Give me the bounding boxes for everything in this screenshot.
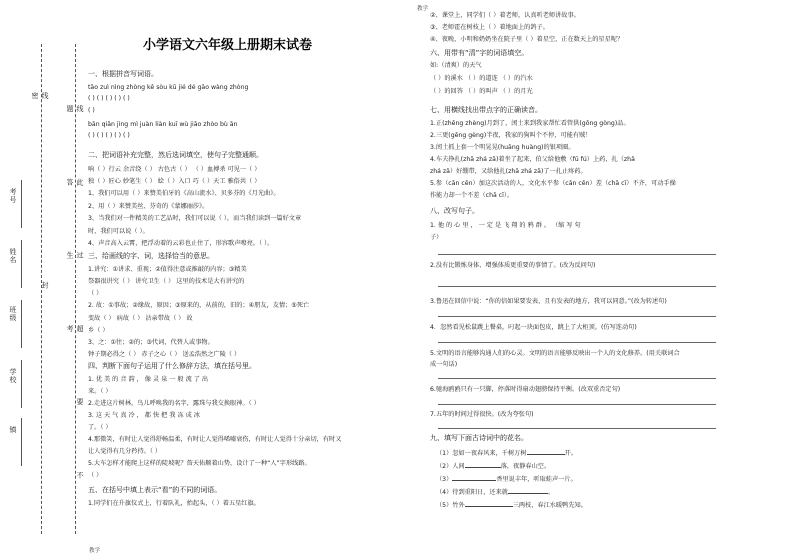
poem-line-5-start: （5）竹外 (436, 502, 465, 509)
rhetoric-1b[interactable]: 来。（ ） (88, 388, 112, 395)
rhetoric-3: 3. 这 天 气 真 冷 ， 都 快 把 我 冻 成 冰 (88, 412, 200, 419)
poem-line-5 (436, 500, 587, 510)
fill-line-name[interactable] (21, 240, 22, 288)
reading-5[interactable]: 5.参（cān cēn）加这次活动的人，文化水平参（cān cēn）差（chā cī）不齐，可动手操 (430, 180, 676, 187)
reading-4[interactable]: 4.车夫挣扎(zhā zhá zā)着坐了起来，伯父给他敷（fū fú）上药，扎（zhā (430, 156, 635, 163)
meaning-2-items[interactable]: 变故（ ） 病故（ ） 沾亲带故（ ） 故 (88, 315, 193, 322)
idiom-row-1[interactable]: 响（ ）行云 余音绕（ ） 古色古（ ） （ ）血搏杀 可见一（ ） (88, 166, 261, 173)
rewrite-3: 3.鲁迅在回信中说：“你的信如果要发表，且有发表的地方，我可以同意。”(改为转述句) (430, 298, 667, 305)
poem-line-1-start: （1）忽如一夜春风来，千树万树 (436, 450, 527, 457)
fill-line-school[interactable] (21, 360, 22, 408)
poem-line-2 (436, 461, 550, 471)
reading-4b[interactable]: zhá zā）好绷带，又给他扎(zhā zhá zā)了一扎止疼药。 (430, 168, 587, 175)
blank-4[interactable] (508, 487, 548, 494)
qing-example: 如:（清爽）的天气 (430, 62, 482, 69)
look-word-2[interactable]: ②、课堂上，同学们（ ）着老师，认真听老师讲故事。 (430, 12, 580, 19)
answer-line-5[interactable] (438, 378, 716, 379)
reading-1[interactable]: 1.正(zhēng zhèng)月到了，闰土来到我家帮忙看管供(gōng gòng)品。 (430, 120, 630, 127)
rhetoric-2[interactable]: 2.走进这片树林，鸟儿呼唤我的名字，露珠与我交换眼神。（ ） (88, 400, 260, 407)
rewrite-5: 5.文明的语言能够沟通人们的心灵。文明的语言能够反映出一个人的文化修养。(用关联词合 (430, 350, 680, 357)
rewrite-6: 6.驰海鸥鸥只有一只脚，停落时得扇动翅膀保持平衡。(改双重否定句) (430, 386, 621, 393)
rhetoric-4: 4.那微笑，有时让人觉得舒畅温柔，有时让人觉得唏嘘衰伤，有时让人觉得十分亲切，有时又 (88, 436, 342, 443)
section-4-title: 四、判断下面句子运用了什么修辞方法，填在括号里。 (88, 362, 256, 370)
header-mark: 教学 (417, 6, 429, 12)
rhetoric-3b[interactable]: 了。（ ） (88, 424, 112, 431)
fill-sentence-2[interactable]: 2、用（ ）来赞美丝、芬奇的《蒙娜丽莎》。 (88, 203, 209, 210)
answer-brackets-row-1[interactable]: ( ) ( ) ( ) ( ) ( ) (88, 95, 130, 102)
poem-line-3-end: 香里说丰年，听取蛙声一片。 (496, 476, 577, 483)
answer-line-4[interactable] (438, 342, 716, 343)
rewrite-5b: 成一句话) (430, 361, 458, 368)
poem-line-3 (436, 474, 577, 484)
poem-line-1-end: 开。 (564, 450, 577, 457)
answer-line-6[interactable] (438, 404, 716, 405)
answer-line-7[interactable] (438, 428, 716, 429)
poem-line-4-start: （4）待到重阳日，还来就 (436, 489, 508, 496)
poem-line-1 (436, 448, 577, 458)
poem-line-3-start: （3） (436, 476, 453, 483)
page-title: 小学语文六年级上册期末试卷 (143, 38, 313, 53)
rhetoric-5: 5.大车怎样才能爬上这样的陡坡呢？詹天佑顺着山势，设计了一种“人”字形线路。 (88, 460, 311, 467)
poem-line-5-end: 三两枝，春江水暖鸭先知。 (512, 502, 587, 509)
qing-row-1[interactable]: （ ）的溪水 （ ）的道连 （ ）的汽水 (430, 75, 533, 82)
section-7-title: 七、用横线找出带点字的正确读音。 (430, 106, 542, 114)
look-word-3[interactable]: ③、老师霍在树枝上（ ）着地面上的鸽子。 (430, 24, 549, 31)
rewrite-2: 2.没有比锻炼身体、增强体质更重要的事情了。(改为反问句) (430, 262, 596, 269)
look-word-1[interactable]: 1.同学们在升旗仪式上，行着队礼，抬起头，（ ）着五星红旗。 (88, 500, 260, 507)
reading-5b[interactable]: 作能力却一个不差（chā cī）。 (430, 192, 514, 199)
binding-warning-chars: 线 此 过 超 要 不 题 答 生 考 (66, 105, 84, 511)
answer-line-2[interactable] (438, 286, 716, 287)
fill-sentence-3[interactable]: 3、当我们对一件精美的工艺品时，我们可以说（ ），而当我们读到一篇好文章 (88, 215, 302, 222)
rewrite-1: 1. 他 的 心 里 ， 一 定 是 飞 翔 的 鸦 群 。 （缩 写 句 (430, 222, 581, 229)
footer-mark: 教学 (89, 548, 101, 554)
rewrite-1b: 子） (430, 234, 443, 241)
section-3-title: 三、给画线的字、词，选择恰当的意思。 (88, 252, 214, 260)
idiom-row-2[interactable]: 独（ ）匠心 妙笔生（ ） 絵（ ）入口 巧（ ）天工 雅俗共（ ） (88, 178, 261, 185)
meaning-1-items-b[interactable]: （ ） (88, 290, 103, 297)
rhetoric-5b[interactable]: （ ） (88, 472, 103, 479)
blank-3[interactable] (452, 474, 496, 481)
poem-line-2-end: 落，夜静春山空。 (500, 463, 551, 470)
section-8-title: 八、改写句子。 (430, 207, 479, 215)
answer-line-1[interactable] (438, 254, 716, 255)
rewrite-4: 4．忽然看见松鼠跳上餐桌，叼起一块面包皮，跳上了大柜顶。(仿写连动句) (430, 324, 637, 331)
answer-brackets-row-1b[interactable]: ( ) (88, 107, 95, 114)
section-1-title: 一、根据拼音写词语。 (88, 70, 158, 78)
rhetoric-4b[interactable]: 让人觉得有几分矜持。（ ） (88, 448, 162, 455)
meaning-2-options: 2. 故：①事故；②缘故，原因；③原来的，从前的，旧的；④朋友，友情；⑤死亡 (88, 302, 310, 309)
answer-line-3[interactable] (438, 316, 716, 317)
reading-2[interactable]: 2.三更(gēng gèng)半夜，我家的狗叫个不停，可能有贼！ (430, 132, 592, 139)
pinyin-row-2: bān qiān jìng mì juàn liàn kuī wù jiāo zhòo bù ān (88, 121, 238, 128)
blank-5[interactable] (465, 500, 513, 507)
binding-seal-chars: 线 封 密 (31, 92, 49, 379)
label-school: 学校 (9, 368, 17, 384)
meaning-3-items[interactable]: 钟子期必得之（ ） 赤子之心（ ） 送孟浩然之广陵（ ） (88, 351, 241, 358)
poem-line-4 (436, 487, 554, 497)
answer-brackets-row-2[interactable]: ( ) ( ) ( ) ( ) ( ) (88, 132, 130, 139)
section-2-title: 二、把词语补充完整，然后选词填空，使句子完整通顺。 (88, 151, 263, 159)
fill-sentence-3b[interactable]: 时，我们可以说（ ）。 (88, 228, 149, 235)
fill-line-town[interactable] (21, 418, 22, 466)
poem-line-4-end: 。 (548, 489, 555, 496)
label-name: 姓名 (9, 248, 17, 264)
meaning-2-items-b[interactable]: 乡（ ） (88, 327, 109, 334)
pinyin-row-1: tāo zuì nìng zhòng kě sòu kū jié dé gāo wàng zhòng (88, 84, 249, 91)
meaning-3-options: 3、之：①往；②的；③代词，代替人或事物。 (88, 339, 214, 346)
section-9-title: 九、填写下面古诗词中的花名。 (430, 434, 528, 442)
rewrite-7: 7.五年的时间过得很快。(改为夸张句) (430, 411, 534, 418)
fill-sentence-4[interactable]: 4、声音高入云霄，把浮动着的云彩也止住了，形容歌声嘹亮。（ ）。 (88, 240, 274, 247)
label-exam-number: 考号 (9, 188, 17, 204)
meaning-1-items[interactable]: 祭器很讲究（ ） 讲究卫生（ ） 这里的技术是大有讲究的 (88, 278, 245, 285)
section-6-title: 六、用带有“清”字的词语填空。 (430, 49, 529, 57)
fill-line-exam-number[interactable] (21, 180, 22, 228)
blank-2[interactable] (465, 461, 501, 468)
meaning-1-options: 1.讲究：①讲求、重视；②值得注意或推敲的内容；③精美 (88, 266, 247, 273)
reading-3[interactable]: 3.闰土抓上套一个明晃晃(huāng huàng)的银项圈。 (430, 144, 575, 151)
look-word-4[interactable]: ④、夜晚，小明和奶奶坐在院子里（ ）着星空，正在数天上的星星呢？ (430, 36, 624, 43)
label-class: 班级 (9, 306, 17, 322)
qing-row-2[interactable]: （ ）的回答 （ ）的叫声 （ ）的月光 (430, 88, 533, 95)
fill-sentence-1[interactable]: 1、我们可以用（ ）来赞美伯牙的《高山流水》、贝多芬的《月光曲》。 (88, 190, 280, 197)
label-town: 镇 (9, 426, 17, 434)
blank-1[interactable] (527, 448, 565, 455)
section-5-title: 五、在括号中填上表示“看”的不同的词语。 (88, 486, 222, 494)
fill-line-class[interactable] (21, 300, 22, 348)
poem-line-2-start: （2）人间 (436, 463, 465, 470)
rhetoric-1: 1. 优 美 的 音 韵 ， 像 灵 泉 一 般 流 了 出 (88, 376, 209, 383)
